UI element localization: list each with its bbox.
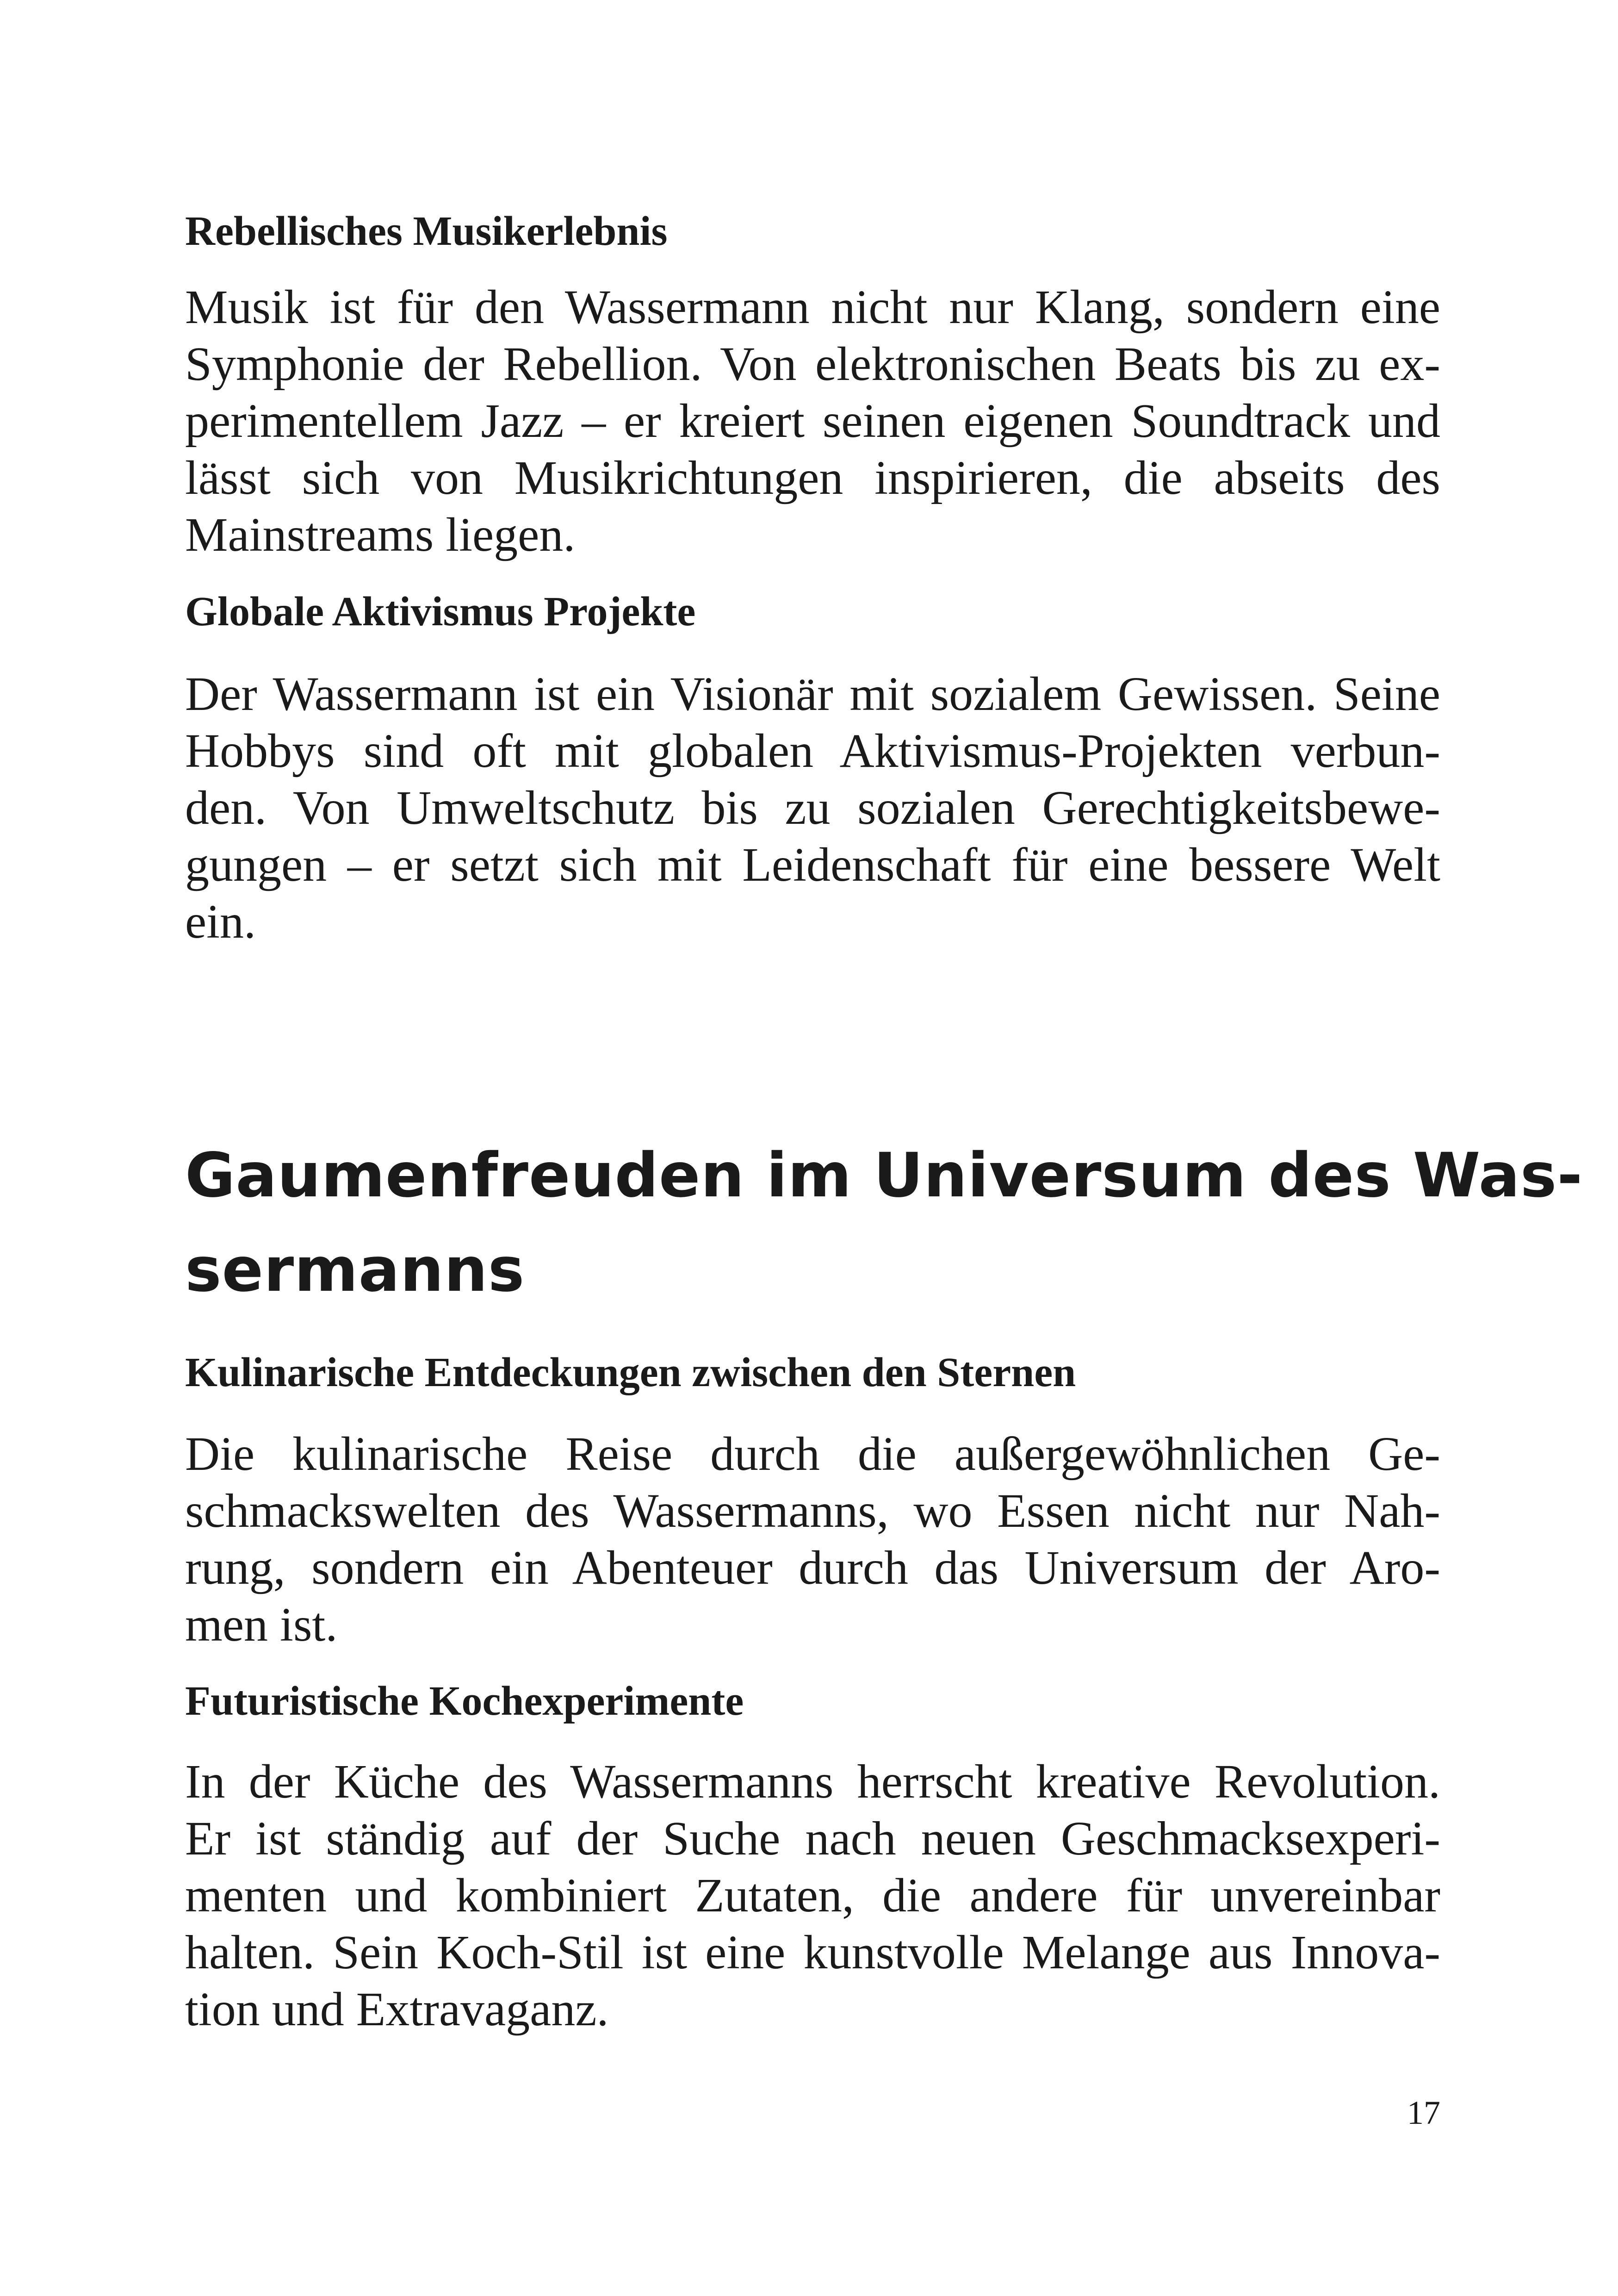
paragraph-line: schmackswelten des Wassermanns, wo Essen nicht nur Nah- [185, 1484, 1440, 1537]
paragraph-line: gungen – er setzt sich mit Leidenschaft für eine bessere Welt [185, 838, 1440, 891]
paragraph-line: tion und Extravaganz. [185, 1983, 609, 2036]
paragraph-line: perimentellem Jazz – er kreiert seinen eigenen Soundtrack und [185, 394, 1440, 448]
paragraph-line: Symphonie der Rebellion. Von elektronischen Beats bis zu ex- [185, 337, 1440, 391]
paragraph-line: rung, sondern ein Abenteuer durch das Universum der Aro- [185, 1541, 1440, 1594]
page-number: 17 [1407, 2094, 1440, 2131]
paragraph-activism [185, 666, 1440, 950]
paragraph-line: menten und kombiniert Zutaten, die andere für unvereinbar [185, 1869, 1440, 1922]
paragraph-line: halten. Sein Koch-Stil ist eine kunstvolle Melange aus Innova- [185, 1926, 1440, 1979]
paragraph-line: ein. [185, 895, 256, 948]
chapter-title [185, 1128, 1583, 1317]
paragraph-line: Der Wassermann ist ein Visionär mit sozialem Gewissen. Seine [185, 667, 1440, 721]
section-heading-music: Rebellisches Musikerlebnis [185, 208, 668, 254]
chapter-title-line: Gaumenfreuden im Universum des Was- [185, 1140, 1583, 1211]
section-heading-culinary: Kulinarische Entdeckungen zwischen den Sternen [185, 1350, 1076, 1395]
paragraph-line: In der Küche des Wassermanns herrscht kreative Revolution. [185, 1755, 1440, 1808]
paragraph-cooking [185, 1753, 1440, 2038]
paragraph-music [185, 279, 1440, 563]
section-heading-cooking: Futuristische Kochexperimente [185, 1678, 744, 1724]
paragraph-line: Die kulinarische Reise durch die außergewöhnlichen Ge- [185, 1427, 1440, 1481]
section-heading-activism: Globale Aktivismus Projekte [185, 589, 696, 635]
chapter-title-line: sermanns [185, 1234, 525, 1306]
paragraph-line: Mainstreams liegen. [185, 508, 576, 561]
paragraph-line: den. Von Umweltschutz bis zu sozialen Gerechtigkeitsbewe- [185, 781, 1440, 834]
paragraph-line: Hobbys sind oft mit globalen Aktivismus-Projekten verbun- [185, 724, 1440, 778]
paragraph-line: men ist. [185, 1598, 338, 1651]
paragraph-line: Er ist ständig auf der Suche nach neuen Geschmacksexperi- [185, 1812, 1440, 1865]
paragraph-line: lässt sich von Musikrichtungen inspirieren, die abseits des [185, 451, 1440, 504]
paragraph-line: Musik ist für den Wassermann nicht nur Klang, sondern eine [185, 280, 1440, 334]
paragraph-culinary [185, 1425, 1440, 1653]
